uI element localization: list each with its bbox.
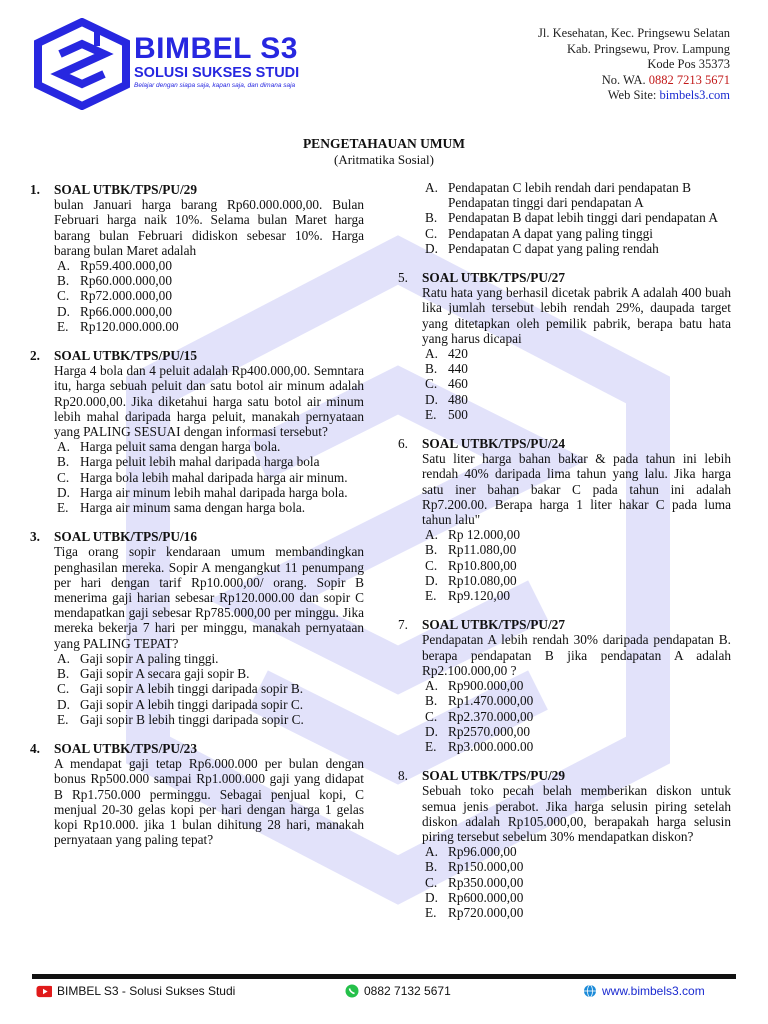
question-code: SOAL UTBK/TPS/PU/29 [422,768,565,784]
option-letter: C. [57,469,70,485]
option-text: Gaji sopir A lebih tinggi daripada sopir B. [80,681,304,697]
option-letter: A. [425,180,438,195]
option-text: Rp2570.000,00 [448,723,531,739]
footer-youtube[interactable] [34,984,235,998]
address-block [538,26,730,104]
answer-option[interactable] [54,273,364,288]
answer-option[interactable] [422,180,731,210]
option-text: Rp60.000.000,00 [80,273,172,289]
question-number: 4. [30,740,40,756]
document-title: PENGETAHAUAN UMUM [302,136,466,151]
question-number: 2. [30,348,40,364]
option-text: Rp9.120,00 [448,588,511,604]
option-letter: B. [425,542,438,558]
option-letter: C. [425,225,438,241]
option-letter: A. [425,844,438,860]
option-text: Rp11.080,00 [448,542,517,558]
option-letter: E. [425,588,437,604]
answer-option[interactable] [422,527,731,542]
option-letter: B. [425,693,438,709]
answer-option[interactable] [422,210,731,225]
answer-option[interactable] [422,346,731,361]
answer-option[interactable] [422,724,731,739]
footer-whatsapp-number: 0882 7132 5671 [364,984,451,998]
option-text: 460 [448,376,468,392]
website-line [538,88,730,104]
footer-whatsapp[interactable] [345,984,451,998]
question-number: 5. [398,270,408,286]
option-text: Rp350.000,00 [448,874,524,890]
option-letter: C. [57,288,70,304]
option-text: Pendapatan C dapat yang paling rendah [448,240,659,256]
option-letter: B. [425,210,438,226]
address-line-1: Jl. Kesehatan, Kec. Pringsewu Selatan [538,26,730,40]
question-code: SOAL UTBK/TPS/PU/23 [54,740,197,756]
option-letter: B. [425,361,438,377]
question-number: 1. [30,182,40,197]
answer-option[interactable] [422,226,731,241]
option-letter: E. [57,318,69,334]
footer [0,984,768,1004]
answer-option[interactable] [422,558,731,573]
answer-option[interactable] [422,542,731,557]
option-text: Rp150.000,00 [448,859,524,875]
option-letter: B. [57,273,70,289]
answer-option[interactable] [422,693,731,708]
option-text: 500 [448,406,468,422]
document-subtitle: (Aritmatika Sosial) [333,152,434,167]
question-item [30,741,364,847]
brand-name: BIMBEL S3 [134,32,298,65]
question-code: SOAL UTBK/TPS/PU/27 [422,617,565,633]
option-text: Pendapatan B dapat lebih tinggi dari pendapatan A [448,210,718,226]
option-letter: A. [57,439,70,455]
option-text: Rp2.370.000,00 [448,708,534,724]
answer-option[interactable] [54,485,364,500]
answer-option[interactable] [54,681,364,696]
question-4-options-continued [398,180,731,256]
question-text: Pendapatan A lebih rendah 30% daripada pendapatan B. berapa pendapatan B jika pendapatan A adalah Rp2.100.000,00 ? [422,632,731,678]
option-text: 480 [448,391,468,407]
answer-option[interactable] [422,241,731,256]
option-letter: E. [57,500,69,516]
option-letter: C. [57,681,70,697]
answer-option[interactable] [54,666,364,681]
answer-option[interactable] [422,890,731,905]
answer-option[interactable] [422,844,731,859]
option-letter: A. [425,678,438,694]
option-text: Harga peluit sama dengan harga bola. [80,439,281,455]
answer-option[interactable] [422,392,731,407]
footer-divider [32,974,736,979]
question-text: A mendapat gaji tetap Rp6.000.000 per bulan dengan bonus Rp500.000 sampai Rp1.000.000 gaji yang didapat B Rp1.750.000 perminggu. Sebagai penjual kopi, C menjual 20-30 gelas kopi per hari dengan harga 1 gelas kopi Rp10.000. jika 1 bulan dihitung 28 hari, manakah pernyataan yang paling tepat? [54,756,364,848]
question-code: SOAL UTBK/TPS/PU/29 [54,182,197,197]
option-text: Rp10.800,00 [448,557,517,573]
option-letter: A. [425,346,438,362]
question-text: Satu liter harga bahan bakar & pada tahun ini lebih rendah 40% daripada lima tahun yang lalu. Jika harga satu iner bahan bakar C pada tahun ini adalah Rp7.200.00. Berapa harga 1 liter hakar C pada luma tahun lalu" [422,451,731,528]
question-item [398,768,731,920]
answer-option[interactable] [54,454,364,469]
answer-option[interactable] [422,739,731,754]
wa-number: 0882 7213 5671 [648,72,730,87]
answer-option[interactable] [54,439,364,454]
option-letter: E. [425,904,437,920]
question-code: SOAL UTBK/TPS/PU/24 [422,436,565,452]
option-text: Pendapatan A dapat yang paling tinggi [448,225,653,241]
bimbel-logo-icon [34,18,130,110]
option-letter: A. [57,258,70,274]
option-letter: B. [57,454,70,470]
option-letter: D. [425,889,438,905]
globe-icon [583,984,597,998]
option-text: 420 [448,346,468,362]
question-text: Sebuah toko pecah belah memberikan diskon untuk semua jenis perabot. Jika harga selusin piring setelah diskon adalah Rp105.000,00, berapakah harga selusin piring tersebut sebelum 30% mendapatkan diskon? [422,783,731,844]
option-text: Rp10.080,00 [448,572,517,588]
letterhead [0,0,768,110]
option-letter: D. [425,391,438,407]
option-text: Rp 12.000,00 [448,527,521,543]
answer-option[interactable] [422,678,731,693]
question-item [398,436,731,603]
option-letter: E. [57,711,69,727]
option-letter: A. [57,650,70,666]
wa-label: No. WA. [601,72,646,87]
answer-option[interactable] [54,319,364,334]
option-text: Gaji sopir B lebih tinggi daripada sopir C. [80,711,304,727]
question-text: Harga 4 bola dan 4 peluit adalah Rp400.000,00. Semntara itu, harga sebuah peluit dan satu botol air minum adalah Rp20.000,00. Jika diketahui harga satu botol air minum lebih mahal daripada harga peluit, manakah pernyataan yang PALING SESUAI dengan informasi tersebut? [54,363,364,440]
option-text: Rp720.000,00 [448,904,524,920]
answer-option[interactable] [422,859,731,874]
answer-option[interactable] [422,573,731,588]
brand-tagline: Belajar dengan siapa saja, kapan saja, dan dimana saja [134,82,296,89]
option-letter: C. [425,557,438,573]
option-letter: D. [57,303,70,319]
option-letter: D. [425,723,438,739]
question-text: Tiga orang sopir kendaraan umum membandingkan penghasilan mereka. Sopir A mengangkut 11 penumpang per hari dengan tarif Rp10.000,00/ orang. Sopir B menerima gaji harian sebesar Rp120.000.00 dan sopir C mendapatkan gaji sebesar Rp785.000,00 per minggu. Jika mereka bekerja 7 hari per minggu, manakah pernyataan yang PALING TEPAT? [54,544,364,651]
option-letter: A. [425,527,438,543]
question-number: 6. [398,436,408,452]
address-line-2: Kab. Pringsewu, Prov. Lampung [566,41,730,56]
left-column [30,182,364,861]
option-text: Rp120.000.000.00 [80,318,179,334]
option-text: Rp3.000.000.00 [448,738,534,754]
option-letter: E. [425,406,437,422]
question-item [30,529,364,727]
option-text: Rp1.470.000,00 [448,693,534,709]
option-letter: C. [425,874,438,890]
answer-option[interactable] [422,905,731,920]
web-label: Web Site: [607,88,657,102]
answer-option[interactable] [54,712,364,727]
address-line-3: Kode Pos 35373 [647,57,730,71]
option-text: Rp900.000,00 [448,678,524,694]
brand-subtitle: SOLUSI SUKSES STUDI [134,65,300,81]
footer-website[interactable] [583,984,705,998]
answer-option[interactable] [422,361,731,376]
option-letter: E. [425,738,437,754]
option-letter: B. [57,666,70,682]
option-text: Harga bola lebih mahal daripada harga air minum. [80,469,348,485]
answer-option[interactable] [422,588,731,603]
answer-option[interactable] [54,697,364,712]
option-text: Pendapatan C lebih rendah dari pendapatan B Pendapatan tinggi dari pendapatan A [448,180,691,211]
question-code: SOAL UTBK/TPS/PU/15 [54,348,197,364]
option-text: Harga air minum sama dengan harga bola. [80,500,306,516]
answer-option[interactable] [54,470,364,485]
whatsapp-icon [345,984,359,998]
option-letter: D. [425,572,438,588]
option-text: Gaji sopir A lebih tinggi daripada sopir C. [80,696,304,712]
answer-option[interactable] [54,304,364,319]
option-text: 440 [448,361,468,377]
option-text: Rp96.000,00 [448,844,517,860]
option-letter: D. [57,484,70,500]
answer-option[interactable] [422,376,731,391]
footer-website-url: www.bimbels3.com [602,984,705,998]
document-title-block [0,136,768,168]
option-text: Rp600.000,00 [448,889,524,905]
question-item [30,348,364,515]
answer-option[interactable] [54,258,364,273]
question-number: 3. [30,529,40,545]
option-text: Rp59.400.000,00 [80,258,172,274]
option-text: Rp66.000.000,00 [80,303,172,319]
footer-youtube-label: BIMBEL S3 - Solusi Sukses Studi [57,984,236,998]
option-text: Gaji sopir A secara gaji sopir B. [80,666,250,682]
brand-block [134,34,299,89]
answer-option[interactable] [422,407,731,422]
option-text: Gaji sopir A paling tinggi. [80,650,219,666]
question-number: 8. [398,768,408,784]
question-item [398,270,731,422]
question-item [30,182,364,334]
answer-option[interactable] [422,709,731,724]
youtube-icon [34,985,52,998]
web-url-link[interactable]: bimbels3.com [659,88,730,102]
option-letter: C. [425,376,438,392]
right-column [398,182,731,934]
option-letter: D. [425,240,438,256]
answer-option[interactable] [54,500,364,515]
answer-option[interactable] [54,288,364,303]
whatsapp-line [538,73,730,89]
question-text: Ratu hata yang berhasil dicetak pabrik A adalah 400 buah lika jumlah tersebut lebih rendah 29%, daupada target yang ditetapkan oleh pemilik pabrik, berapa batu hata yang harus dicapai [422,285,731,346]
question-code: SOAL UTBK/TPS/PU/27 [422,270,565,286]
question-number: 7. [398,617,408,633]
question-code: SOAL UTBK/TPS/PU/16 [54,529,197,545]
answer-option[interactable] [54,651,364,666]
answer-option[interactable] [422,875,731,890]
option-letter: D. [57,696,70,712]
option-text: Harga air minum lebih mahal daripada harga bola. [80,484,348,500]
option-letter: C. [425,708,438,724]
option-letter: B. [425,859,438,875]
option-text: Rp72.000.000,00 [80,288,172,304]
option-text: Harga peluit lebih mahal daripada harga bola [80,454,320,470]
question-item [398,617,731,754]
question-text: bulan Januari harga barang Rp60.000.000,00. Bulan Februari harga naik 10%. Selama bulan Maret harga barang bulan Februari didiskon sebesar 10%. Harga barang bulan Maret adalah [54,197,364,258]
